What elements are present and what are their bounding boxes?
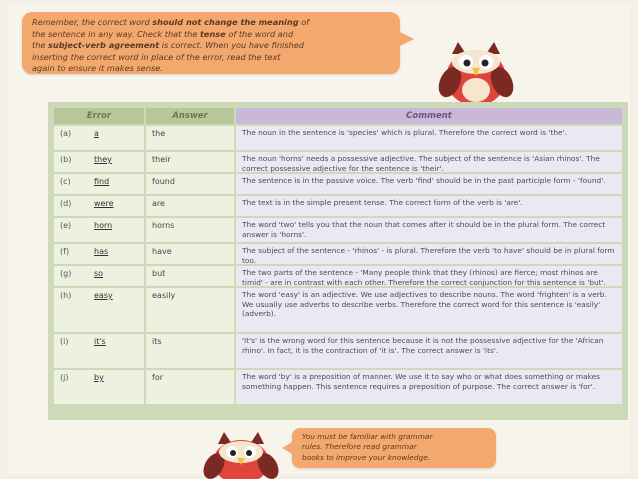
table-row-answer: are xyxy=(146,196,234,216)
table-row-comment: The word 'by' is a preposition of manner. We use it to say who or what does something or makes something happen. This sentence requires a preposition of purpose. The correct answer is 'for'. xyxy=(236,370,622,404)
table-row-answer: have xyxy=(146,244,234,264)
error-word: by xyxy=(94,373,104,382)
table-row-error xyxy=(54,196,144,216)
header-error: Error xyxy=(54,108,144,124)
table-row-comment: The word 'two' tells you that the noun that comes after it should be in the plural form. The correct answer is 'horns'. xyxy=(236,218,622,242)
table-row-comment: The noun 'horns' needs a possessive adjective. The subject of the sentence is 'Asian rhinos'. The correct possessive adjective for the sentence is 'their'. xyxy=(236,152,622,172)
row-label: (h) xyxy=(60,291,72,300)
error-word: easy xyxy=(94,291,113,300)
table-row-error xyxy=(54,266,144,286)
table-row-error xyxy=(54,288,144,332)
textbook-page xyxy=(8,4,630,475)
row-label: (d) xyxy=(60,199,72,208)
table-row-answer: horns xyxy=(146,218,234,242)
table-row-error xyxy=(54,370,144,404)
table-row-comment: The subject of the sentence - 'rhinos' - is plural. Therefore the verb 'to have' should be in plural form too. xyxy=(236,244,622,264)
table-row-answer: found xyxy=(146,174,234,194)
owl-mascot-icon xyxy=(426,34,526,108)
table-row-error xyxy=(54,126,144,150)
error-word: they xyxy=(94,155,112,164)
table-row-comment: The noun in the sentence is 'species' which is plural. Therefore the correct word is 'the'. xyxy=(236,126,622,150)
row-label: (f) xyxy=(60,247,70,256)
row-label: (i) xyxy=(60,337,69,346)
table-row-answer: but xyxy=(146,266,234,286)
error-word: were xyxy=(94,199,114,208)
table-row-answer: its xyxy=(146,334,234,368)
table-row-comment: The text is in the simple present tense. The correct form of the verb is 'are'. xyxy=(236,196,622,216)
row-label: (g) xyxy=(60,269,72,278)
row-label: (a) xyxy=(60,129,72,138)
error-word: so xyxy=(94,269,104,278)
table-row-answer: for xyxy=(146,370,234,404)
error-word: has xyxy=(94,247,109,256)
table-row-error xyxy=(54,174,144,194)
error-word: it's xyxy=(94,337,106,346)
table-row-answer: easily xyxy=(146,288,234,332)
error-word: a xyxy=(94,129,99,138)
table-row-error xyxy=(54,152,144,172)
row-label: (j) xyxy=(60,373,69,382)
row-label: (b) xyxy=(60,155,72,164)
error-word: find xyxy=(94,177,110,186)
table-row-comment: The sentence is in the passive voice. The verb 'find' should be in the past participle form - 'found'. xyxy=(236,174,622,194)
table-row-error xyxy=(54,334,144,368)
answer-table xyxy=(54,108,622,414)
table-row-comment: The word 'easy' is an adjective. We use adjectives to describe nouns. The word 'frighten' is a verb. We usually use adverbs to describe verbs. Therefore the correct word for this sentence is 'easily' (adverb). xyxy=(236,288,622,332)
table-row-error xyxy=(54,244,144,264)
header-answer: Answer xyxy=(146,108,234,124)
answer-table-panel xyxy=(48,102,628,420)
error-word: horn xyxy=(94,221,113,230)
table-row-answer: the xyxy=(146,126,234,150)
row-label: (e) xyxy=(60,221,72,230)
table-row-answer: their xyxy=(146,152,234,172)
table-row-error xyxy=(54,218,144,242)
table-row-comment: 'It's' is the wrong word for this sentence because it is not the possessive adjective for the 'African rhino'. In fact, it is the contraction of 'it is'. The correct answer is 'its'. xyxy=(236,334,622,368)
tip-bubble-top: Remember, the correct word should not change the meaning of the sentence in any way. Check that the tense of the word and the subject-verb agreement is correct. When you have finished inserting the correct word in place of the error, read the text again to ensure it makes sense. xyxy=(22,12,400,74)
header-comment: Comment xyxy=(236,108,622,124)
table-row-comment: The two parts of the sentence - 'Many people think that they (rhinos) are fierce; most rhinos are timid' - are in contrast with each other. Therefore the correct conjunction for this sentence is 'but'. xyxy=(236,266,622,286)
tip-bubble-bottom: You must be familiar with grammar rules. Therefore read grammar books to improve your knowledge. xyxy=(292,428,496,468)
owl-mascot-icon xyxy=(194,428,288,479)
row-label: (c) xyxy=(60,177,71,186)
